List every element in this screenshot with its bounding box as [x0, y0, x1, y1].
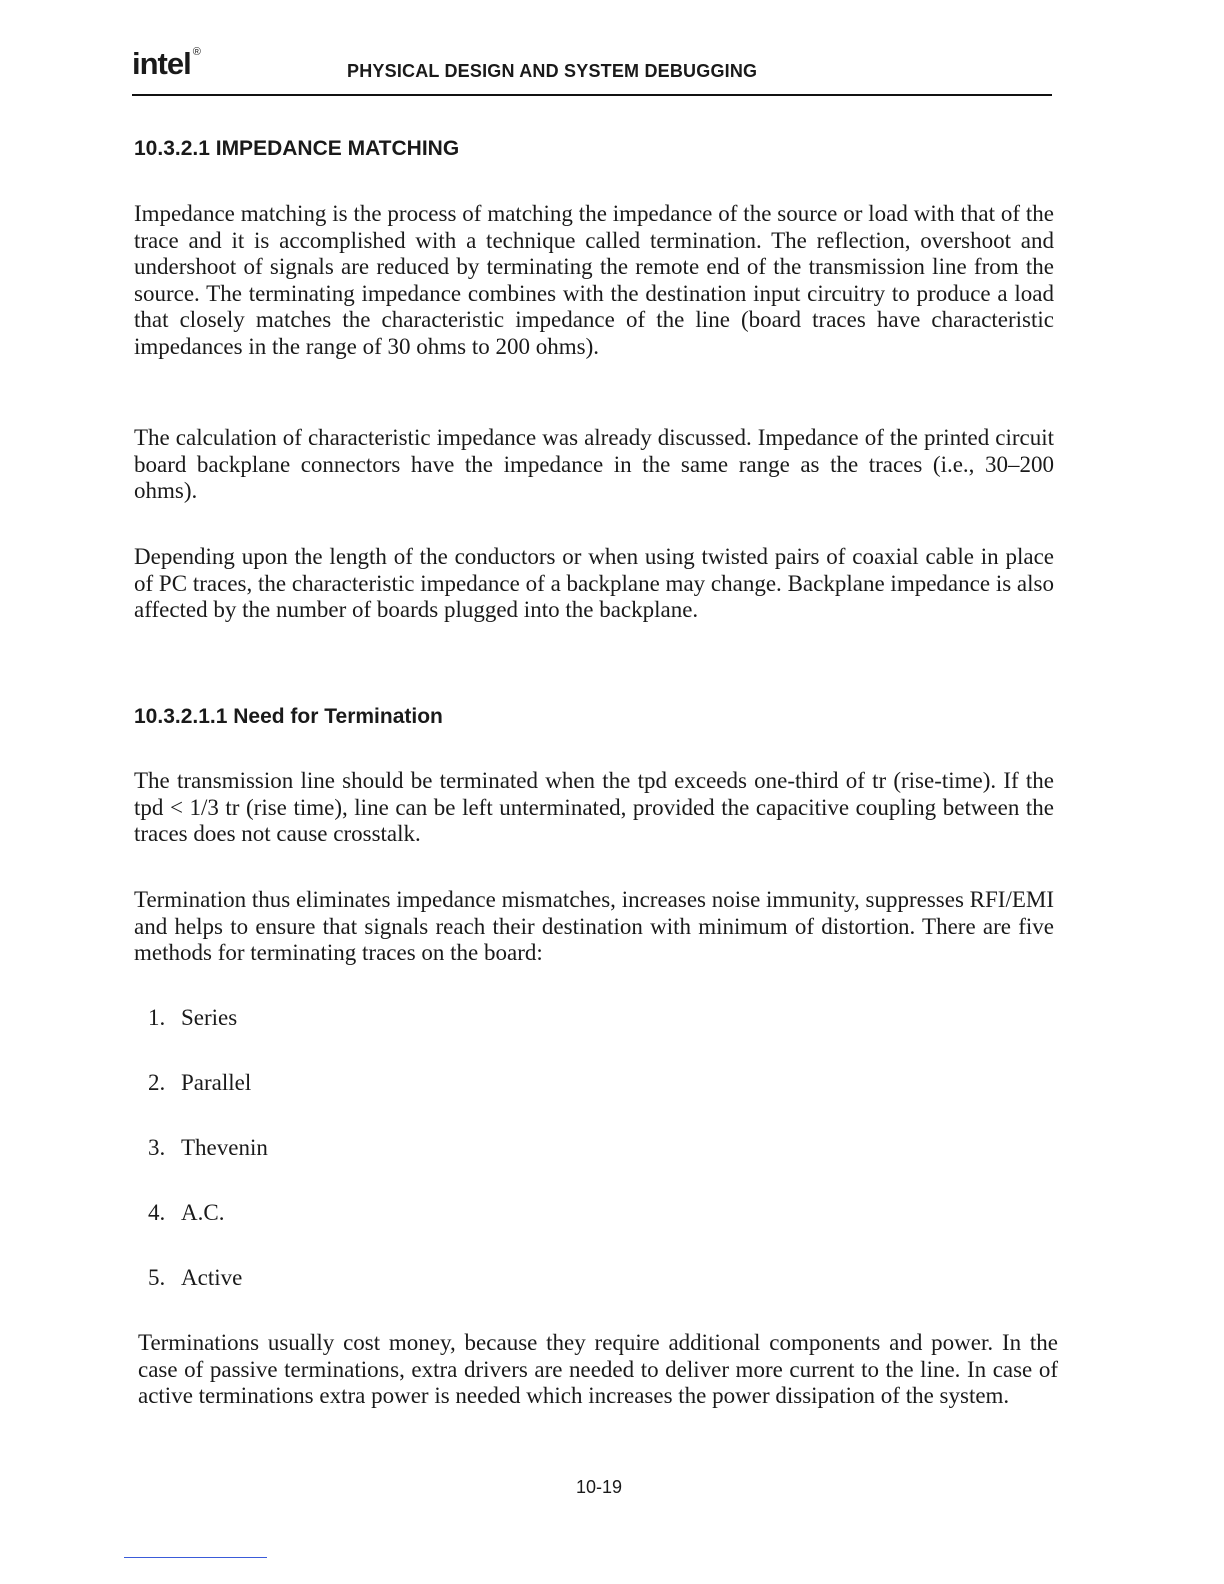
footer-line — [124, 1557, 267, 1558]
registered-mark: ® — [192, 45, 200, 58]
list-item — [148, 1004, 268, 1069]
subsection-heading: 10.3.2.1.1 Need for Termination — [134, 705, 443, 728]
list-item-number: 1. — [148, 1005, 166, 1030]
list-item — [148, 1134, 268, 1199]
termination-methods-list — [148, 1004, 268, 1329]
list-item-label: Thevenin — [181, 1135, 268, 1160]
section-heading: 10.3.2.1 IMPEDANCE MATCHING — [134, 137, 460, 160]
running-title: PHYSICAL DESIGN AND SYSTEM DEBUGGING — [347, 61, 758, 81]
list-item-number: 3. — [148, 1135, 166, 1160]
paragraph-termination-benefits: Termination thus eliminates impedance mismatches, increases noise immunity, suppresses RFI/EMI and helps to ensure that signals reach their destination with minimum of distortion. There are five methods for terminating traces on the board: — [134, 887, 1054, 965]
list-item-label: A.C. — [181, 1200, 225, 1225]
paragraph-impedance-matching: Impedance matching is the process of matching the impedance of the source or load with that of the trace and it is accomplished with a technique called termination. The reflection, overshoot and undershoot of signals are reduced by terminating the remote end of the transmission line from the source. The terminating impedance combines with the destination input circuitry to produce a load that closely matches the characteristic impedance of the line (board traces have characteristic impedances in the range of 30 ohms to 200 ohms). — [134, 201, 1054, 359]
list-item — [148, 1264, 268, 1329]
paragraph-characteristic-impedance: The calculation of characteristic impedance was already discussed. Impedance of the printed circuit board backplane connectors have the impedance in the same range as the traces (i.e., 30–200 ohms). — [134, 425, 1054, 503]
list-item-number: 5. — [148, 1265, 166, 1290]
intel-logo — [132, 45, 200, 81]
list-item — [148, 1069, 268, 1134]
list-item-label: Parallel — [181, 1070, 252, 1095]
list-item-number: 2. — [148, 1070, 166, 1095]
page-number: 10-19 — [575, 1477, 623, 1497]
paragraph-termination-condition: The transmission line should be terminated when the tpd exceeds one-third of tr (rise-time). If the tpd < 1/3 tr (rise time), line can be left unterminated, provided the capacitive coupling between the traces does not cause crosstalk. — [134, 768, 1054, 846]
header-rule — [132, 94, 1052, 96]
paragraph-backplane-impedance: Depending upon the length of the conductors or when using twisted pairs of coaxial cable in place of PC traces, the characteristic impedance of a backplane may change. Backplane impedance is also affected by the number of boards plugged into the backplane. — [134, 544, 1054, 622]
list-item-label: Active — [181, 1265, 243, 1290]
list-item-label: Series — [181, 1005, 238, 1030]
list-item — [148, 1199, 268, 1264]
list-item-number: 4. — [148, 1200, 166, 1225]
paragraph-termination-cost: Terminations usually cost money, because they require additional components and power. In the case of passive terminations, extra drivers are needed to deliver more current to the line. In case of active terminations extra power is needed which increases the power dissipation of the system. — [138, 1330, 1058, 1408]
logo-text: intel — [132, 46, 191, 81]
